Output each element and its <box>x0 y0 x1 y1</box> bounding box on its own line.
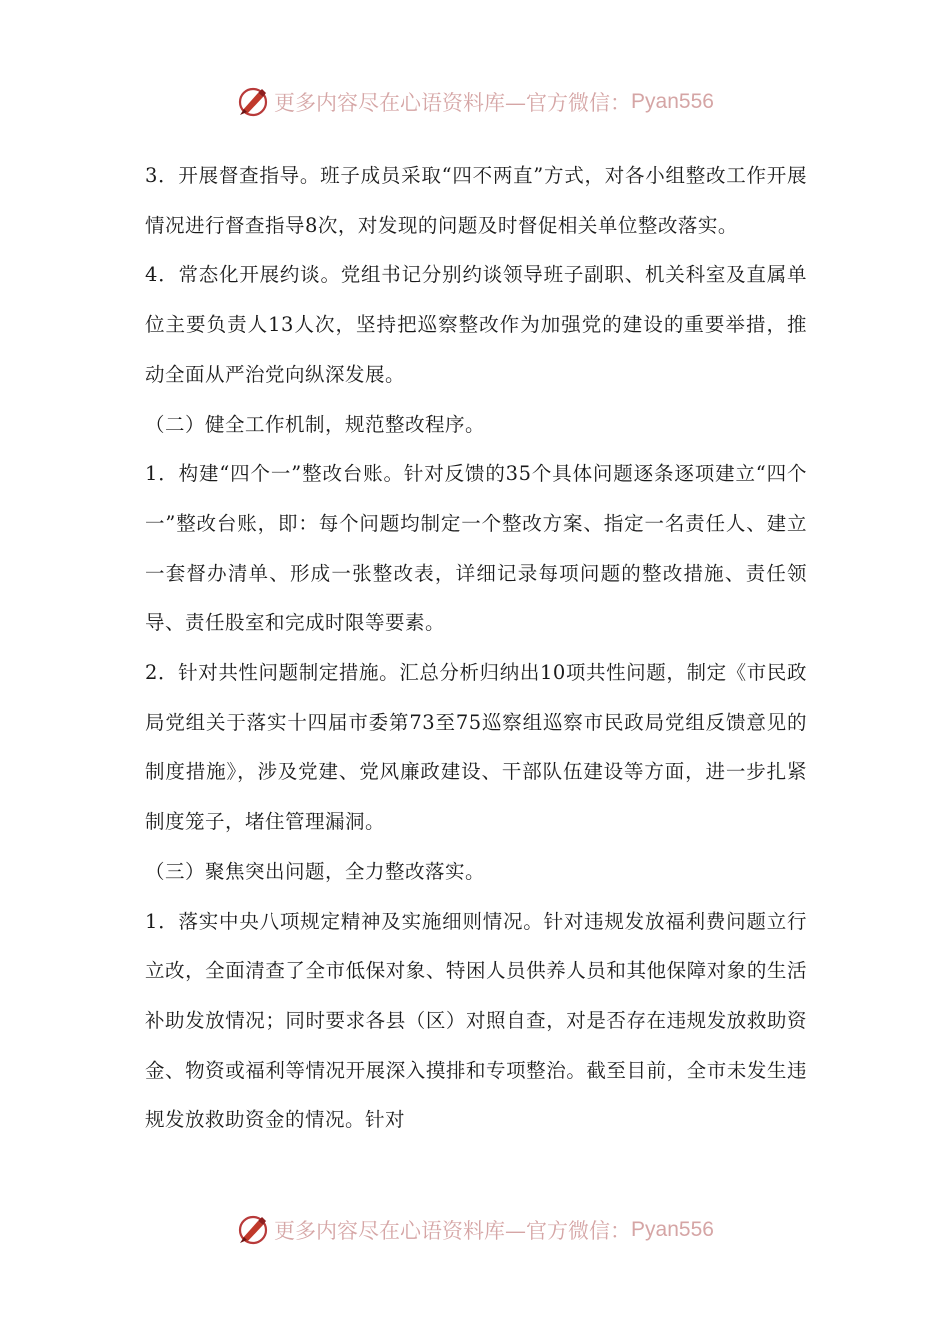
pen-nib-logo-icon <box>236 1213 270 1247</box>
paragraph: 2．针对共性问题制定措施。汇总分析归纳出10项共性问题，制定《市民政局党组关于落实十四届市委第73至75巡察组巡察市民政局党组反馈意见的制度措施》，涉及党建、党风廉政建设、干部队伍建设等方面，进一步扎紧制度笼子，堵住管理漏洞。 <box>145 661 807 834</box>
paragraph: 3．开展督查指导。班子成员采取“四不两直”方式，对各小组整改工作开展情况进行督查指导8次，对发现的问题及时督促相关单位整改落实。 <box>145 164 807 237</box>
section-heading: （三）聚焦突出问题，全力整改落实。 <box>145 859 486 883</box>
banner-text: 更多内容尽在心语资料库—官方微信： <box>274 91 632 115</box>
banner-wechat-id: Pyan556 <box>631 1218 714 1241</box>
header-watermark-banner <box>0 82 950 122</box>
section-heading: （二）健全工作机制，规范整改程序。 <box>145 412 486 436</box>
pen-nib-logo-icon <box>236 85 270 119</box>
paragraph: 1．构建“四个一”整改台账。针对反馈的35个具体问题逐条逐项建立“四个一”整改台账，即：每个问题均制定一个整改方案、指定一名责任人、建立一套督办清单、形成一张整改表，详细记录每项问题的整改措施、责任领导、责任股室和完成时限等要素。 <box>145 462 807 635</box>
banner-wechat-id: Pyan556 <box>631 90 714 113</box>
banner-text: 更多内容尽在心语资料库—官方微信： <box>274 1219 632 1243</box>
footer-watermark-banner <box>0 1210 950 1250</box>
paragraph: 1．落实中央八项规定精神及实施细则情况。针对违规发放福利费问题立行立改，全面清查了全市低保对象、特困人员供养人员和其他保障对象的生活补助发放情况；同时要求各县（区）对照自查，对是否存在违规发放救助资金、物资或福利等情况开展深入摸排和专项整治。截至目前，全市未发生违规发放救助资金的情况。针对 <box>145 909 807 1132</box>
document-body <box>145 151 807 1145</box>
paragraph: 4．常态化开展约谈。党组书记分别约谈领导班子副职、机关科室及直属单位主要负责人13人次，坚持把巡察整改作为加强党的建设的重要举措，推动全面从严治党向纵深发展。 <box>145 263 807 386</box>
